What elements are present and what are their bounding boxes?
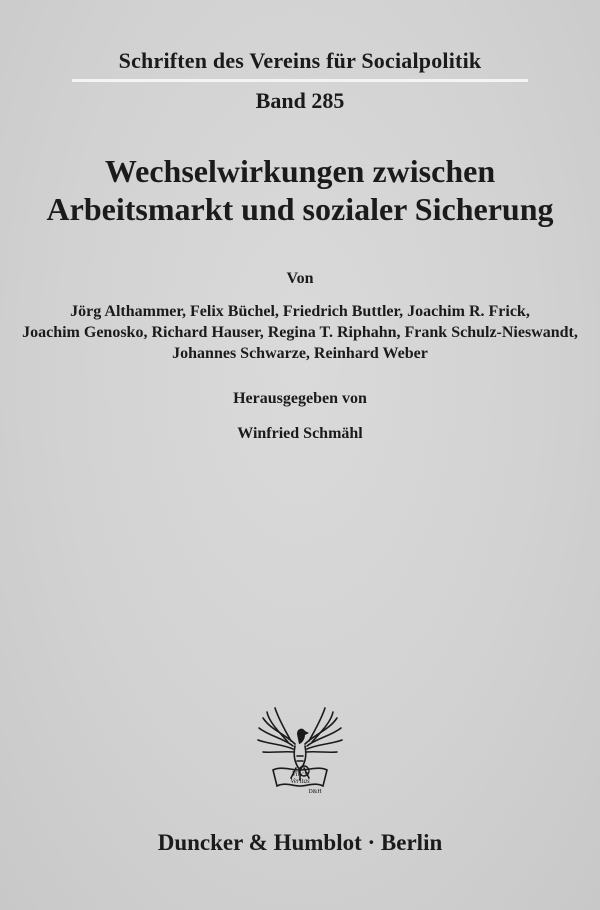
by-label: Von [286,270,314,287]
book-title [0,152,600,228]
publisher-line: Duncker & Humblot · Berlin [157,830,443,855]
editor-name: Winfried Schmähl [237,425,363,442]
book-title-line-2: Arbeitsmarkt und sozialer Sicherung [46,191,554,227]
author-list [0,301,600,364]
series-rule [72,79,528,82]
editor-label: Herausgegeben von [233,390,367,407]
series-title: Schriften des Vereins für Socialpolitik [118,48,482,73]
publisher-eagle-logo [255,700,345,796]
book-title-line-1: Wechselwirkungen zwischen [104,153,496,189]
author-line-1: Jörg Althammer, Felix Büchel, Friedrich Buttler, Joachim R. Frick, [70,303,530,320]
author-line-2: Joachim Genosko, Richard Hauser, Regina T. Riphahn, Frank Schulz-Nieswandt, [22,324,578,341]
logo-text-dh: D&H [308,789,322,795]
logo-text-vincit: Vincit [291,770,309,778]
author-line-3: Johannes Schwarze, Reinhard Weber [172,345,428,362]
logo-text-veritas: Veritas [290,777,310,785]
volume-number: Band 285 [255,88,345,113]
